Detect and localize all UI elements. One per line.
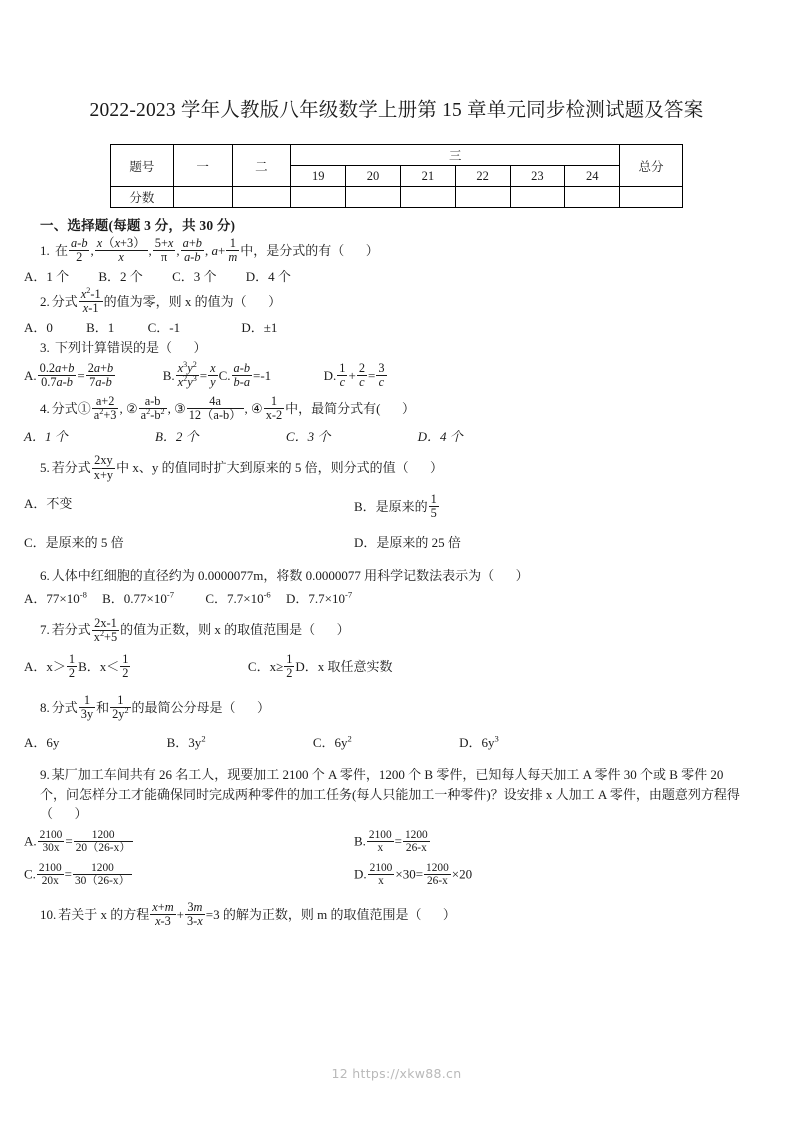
question-6-option-c[interactable]: C．$7.7\times 10^{-6}$: [205, 589, 271, 606]
question-7-option-a[interactable]: A．x＞ $\frac{1}{2}$: [24, 651, 76, 680]
math-frac-x-x-plus-3-over-x: $\frac{x(x+3)}{x}$: [96, 236, 146, 265]
math-frac-1200-over-26-minus-x: $\frac{1200}{26-x}$: [404, 828, 428, 854]
question-9: [0, 751, 793, 824]
question-8-option-c[interactable]: C．$6y^2$: [312, 733, 352, 751]
question-7-options: [0, 644, 793, 680]
math-frac-1200-over-30-26-minus-x: $\frac{1200}{30(26-x)}$: [74, 861, 130, 887]
math-frac-5-plus-x-over-pi: $\frac{5+x}{\pi}$: [154, 236, 174, 265]
score-cell-22[interactable]: [455, 187, 510, 208]
table-row: [111, 145, 683, 166]
page-title: 2022-2023 学年人教版八年级数学上册第 15 章单元同步检测试题及答案: [89, 100, 704, 121]
question-3-number: 3.: [40, 340, 50, 356]
score-cell-total[interactable]: [620, 187, 683, 208]
question-4-option-d[interactable]: D．4 个: [417, 429, 463, 445]
math-frac-1-over-3y: $\frac{1}{3y}$: [80, 692, 94, 722]
question-3-option-a[interactable]: A. $\frac{0.2a+b}{0.7a-b}$ = $\frac{2a+b}{7a-b}$: [24, 361, 114, 390]
math-frac-a-minus-b-over-2: $\frac{a-b}{2}$: [71, 236, 88, 265]
math-frac-a-minus-b-over-a2-minus-b2: $\frac{a-b}{a^2-b^2}$: [140, 394, 165, 423]
question-7-stem: 若分式 $\frac{2x-1}{x^2+5}$ 的值为正数，则 x 的取值范围是（ ）: [51, 615, 350, 644]
question-2-options: [0, 315, 793, 336]
question-6-exponent-c: -6: [263, 589, 271, 600]
score-cell-23[interactable]: [510, 187, 565, 208]
question-6-exponent-b: -7: [166, 589, 175, 600]
math-frac-1-over-m: $\frac{1}{m}$: [228, 236, 238, 265]
score-table-col-one: 一: [173, 145, 232, 187]
question-3-option-b[interactable]: B. $\frac{x^3y^2}{x^2y^3}$ = $\frac{x}{y}$: [162, 360, 216, 390]
question-1-number: 1.: [40, 242, 50, 258]
math-frac-4a-over-12-a-minus-b: $\frac{4a}{12(a-b)}$: [188, 394, 242, 423]
question-4: [0, 389, 793, 422]
question-5: [0, 445, 793, 481]
math-frac-x-over-y: $\frac{x}{y}$: [210, 361, 216, 390]
question-5-option-c[interactable]: C．是原来的 5 倍: [24, 534, 124, 550]
question-4-options: [0, 422, 793, 445]
question-5-options: [0, 482, 793, 557]
question-7-option-d[interactable]: D．x 取任意实数: [295, 658, 393, 674]
score-cell-21[interactable]: [400, 187, 455, 208]
score-table-sub-20: 20: [346, 166, 401, 187]
math-frac-2x-minus-1-over-x2-plus-5: $\frac{2x-1}{x^2+5}$: [93, 615, 118, 644]
question-2: [0, 285, 793, 315]
math-frac-1-over-2-c: $\frac{1}{2}$: [286, 651, 293, 680]
question-6-option-d[interactable]: D．$7.7\times 10^{-7}$: [285, 589, 353, 606]
question-5-options-row-2: [24, 526, 793, 557]
question-4-mark-3: ③: [174, 401, 186, 417]
math-frac-1200-over-20-26-minus-x: $\frac{1200}{20(26-x)}$: [75, 828, 131, 854]
math-frac-1-over-5: $\frac{1}{5}$: [430, 491, 437, 520]
question-6-exponent-d: -7: [344, 589, 353, 600]
question-10: [0, 889, 793, 928]
question-5-options-row-1: [24, 487, 793, 526]
score-table-row-label-1: 题号: [111, 145, 174, 187]
question-4-option-a[interactable]: A．1 个: [24, 429, 68, 445]
math-frac-a-minus-b-over-b-minus-a: $\frac{a-b}{b-a}$: [233, 361, 250, 390]
question-6-number: 6.: [40, 567, 50, 583]
math-frac-2xy-over-x-plus-y: $\frac{2xy}{x+y}$: [93, 453, 114, 482]
question-6-options: [0, 586, 793, 607]
math-frac-2100-over-30x: $\frac{2100}{30x}$: [39, 828, 63, 854]
question-4-mark-2: ②: [125, 401, 138, 417]
question-7-option-b[interactable]: B．x＜ $\frac{1}{2}$: [78, 651, 129, 680]
question-1-option-b[interactable]: B．2 个: [98, 269, 143, 285]
question-6-option-b[interactable]: B．$0.77\times 10^{-7}$: [102, 589, 175, 606]
math-frac-2-over-c: $\frac{2}{c}$: [358, 361, 365, 390]
score-table-total-header: 总分: [620, 145, 683, 187]
question-1-options: [0, 264, 793, 285]
math-frac-2100-over-x-d: $\frac{2100}{x}$: [369, 861, 393, 887]
question-6-stem: 人体中红细胞的直径约为 0.0000077m，将数 0.0000077 用科学记数法表示为（ ）: [51, 567, 529, 583]
question-2-option-d[interactable]: D．±1: [241, 320, 278, 336]
section-heading-choice: 一、选择题(每题 3 分，共 30 分): [40, 218, 236, 233]
score-cell-one[interactable]: [173, 187, 232, 208]
question-9-number: 9.: [40, 767, 50, 783]
score-table-sub-21: 21: [400, 166, 455, 187]
question-8-options: [0, 721, 793, 751]
score-cell-19[interactable]: [291, 187, 346, 208]
score-cell-20[interactable]: [346, 187, 401, 208]
question-5-stem: 若分式 $\frac{2xy}{x+y}$ 中 x、y 的值同时扩大到原来的 5 倍，则分式的值（ ）: [51, 453, 444, 482]
score-table-col-two: 二: [232, 145, 291, 187]
question-2-option-a[interactable]: A．0: [24, 320, 53, 336]
question-3-option-c[interactable]: C. $\frac{a-b}{b-a}$ =-1: [218, 361, 272, 390]
question-5-number: 5.: [40, 460, 50, 476]
question-6-exponent-a: -8: [79, 589, 87, 600]
question-4-option-b[interactable]: B．2 个: [154, 429, 199, 445]
score-cell-24[interactable]: [565, 187, 620, 208]
question-7-option-c[interactable]: C．x≥ $\frac{1}{2}$: [247, 651, 293, 680]
math-frac-3-over-c: $\frac{3}{c}$: [378, 361, 385, 390]
math-frac-3m-over-3-minus-x: $\frac{3m}{3-x}$: [186, 899, 203, 928]
question-7: [0, 607, 793, 644]
question-2-option-c[interactable]: C．-1: [147, 320, 181, 336]
question-3: [0, 336, 793, 358]
question-5-option-b[interactable]: B．是原来的 $\frac{1}{5}$: [354, 491, 437, 520]
math-frac-x3y2-over-x2y3: $\frac{x^3y^2}{x^2y^3}$: [177, 360, 197, 390]
question-1-option-a[interactable]: A．1 个: [24, 269, 70, 285]
question-2-option-b[interactable]: B．1: [86, 320, 115, 336]
question-9-option-b[interactable]: B. $\frac{2100}{x}$ = $\frac{1200}{26-x}$: [354, 828, 428, 854]
question-8-option-b[interactable]: B．$3y^2$: [166, 733, 206, 751]
math-frac-2100-over-x: $\frac{2100}{x}$: [368, 828, 392, 854]
question-9-options-row-2: [24, 856, 793, 889]
question-4-option-c[interactable]: C．3 个: [285, 429, 331, 445]
score-table-row-label-2: 分数: [111, 187, 174, 208]
question-6: [0, 557, 793, 586]
math-frac-02a-plus-b-over-07a-minus-b: $\frac{0.2a+b}{0.7a-b}$: [39, 361, 75, 390]
math-frac-1200-over-26-minus-x-d: $\frac{1200}{26-x}$: [426, 861, 449, 887]
question-3-option-d[interactable]: D. $\frac{1}{c}$ + $\frac{2}{c}$ = $\frac{3}{c}$: [323, 361, 385, 390]
question-5-option-a[interactable]: A．不变: [24, 495, 73, 511]
question-9-option-a[interactable]: A. $\frac{2100}{30x}$ = $\frac{1200}{20(26-x)}$: [24, 828, 131, 854]
math-frac-1-over-c: $\frac{1}{c}$: [339, 361, 346, 390]
score-table-sub-24: 24: [565, 166, 620, 187]
question-9-stem: 某厂加工车间共有 26 名工人，现要加工 2100 个 A 零件，1200 个 B 零件，已知每人每天加工 A 零件 30 个或 B 零件 20 个，问怎样分工才能确保同时完成两种零件的加工任务(每人只能加工一种零件)？设安排 x 人加工 A 零件，由题意列方程得（ ）: [40, 767, 740, 822]
question-4-mark-1: ①: [77, 401, 91, 417]
math-frac-1-over-2-a: $\frac{1}{2}$: [68, 651, 76, 680]
score-table-sub-22: 22: [455, 166, 510, 187]
question-8-option-d[interactable]: D．$6y^3$: [459, 733, 499, 751]
question-7-number: 7.: [40, 622, 50, 638]
math-frac-a-plus-2-over-a2-plus-3: $\frac{a+2}{a^2+3}$: [93, 394, 117, 423]
question-1: [0, 234, 793, 264]
question-4-mark-4: ④: [251, 401, 263, 417]
question-4-number: 4.: [40, 401, 50, 417]
question-8-number: 8.: [40, 699, 50, 715]
score-table-container: [0, 130, 793, 208]
math-frac-1-over-2y2: $\frac{1}{2y^2}$: [112, 692, 129, 722]
math-frac-a-plus-b-over-a-minus-b: $\frac{a+b}{a-b}$: [182, 236, 202, 265]
question-9-options-row-1: [24, 827, 793, 856]
score-table: [110, 144, 683, 208]
question-8: [0, 680, 793, 721]
math-frac-x2-minus-1-over-x-minus-1: $\frac{x^2-1}{x-1}$: [80, 286, 101, 316]
question-1-stem: 在 $\frac{a-b}{2}$ , $\frac{x(x+3)}{x}$ , $\frac{5+x}{\pi}$ , $\frac{a+b}{a-b}$ , a+ $\frac{1}{m}$ 中，是分式的有（ ）: [55, 236, 379, 265]
score-cell-two[interactable]: [232, 187, 291, 208]
question-2-number: 2.: [40, 294, 50, 309]
question-5-option-d[interactable]: D．是原来的 25 倍: [354, 534, 461, 550]
question-10-stem: 若关于 x 的方程 $\frac{x+m}{x-3}$ + $\frac{3m}{3-x}$ =3 的解为正数，则 m 的取值范围是（ ）: [58, 899, 456, 928]
score-table-sub-19: 19: [291, 166, 346, 187]
table-row: [111, 187, 683, 208]
footer-watermark: 12 https://xkw88.cn: [331, 1066, 462, 1081]
question-3-stem: 下列计算错误的是（ ）: [55, 340, 207, 356]
score-table-sub-23: 23: [510, 166, 565, 187]
question-1-option-c[interactable]: C．3 个: [172, 269, 217, 285]
question-9-option-d[interactable]: D. $\frac{2100}{x}$ ×30= $\frac{1200}{26-x}$ ×20: [354, 861, 473, 887]
question-9-options: [0, 824, 793, 889]
question-4-stem: 分式① $\frac{a+2}{a^2+3}$ , ② $\frac{a-b}{a^2-b^2}$ , ③ $\frac{4a}{12(a-b)}$ , ④ $\frac{1}{x-2}$ 中，最简分式有( ）: [51, 394, 415, 423]
score-table-group-three: 三: [291, 145, 620, 166]
question-9-option-c[interactable]: C. $\frac{2100}{20x}$ = $\frac{1200}{30(26-x)}$: [24, 861, 130, 887]
math-frac-1-over-2-b: $\frac{1}{2}$: [122, 651, 129, 680]
math-frac-1-over-x-minus-2: $\frac{1}{x-2}$: [265, 394, 283, 423]
question-3-options: [0, 358, 793, 389]
question-8-stem: 分式 $\frac{1}{3y}$ 和 $\frac{1}{2y^2}$ 的最简公分母是（ ）: [51, 692, 271, 722]
math-frac-2a-plus-b-over-7a-minus-b: $\frac{2a+b}{7a-b}$: [87, 361, 114, 390]
math-frac-x-plus-m-over-x-minus-3: $\frac{x+m}{x-3}$: [152, 899, 174, 928]
question-1-option-d[interactable]: D．4 个: [245, 269, 291, 285]
question-10-number: 10.: [40, 906, 57, 922]
math-frac-2100-over-20x: $\frac{2100}{20x}$: [38, 861, 62, 887]
question-6-option-a[interactable]: A．$77\times 10^{-8}$: [24, 589, 87, 606]
question-2-stem: 分式 $\frac{x^2-1}{x-1}$ 的值为零，则 x 的值为（ ）: [51, 286, 282, 316]
question-8-option-a[interactable]: A．6y: [24, 735, 60, 751]
